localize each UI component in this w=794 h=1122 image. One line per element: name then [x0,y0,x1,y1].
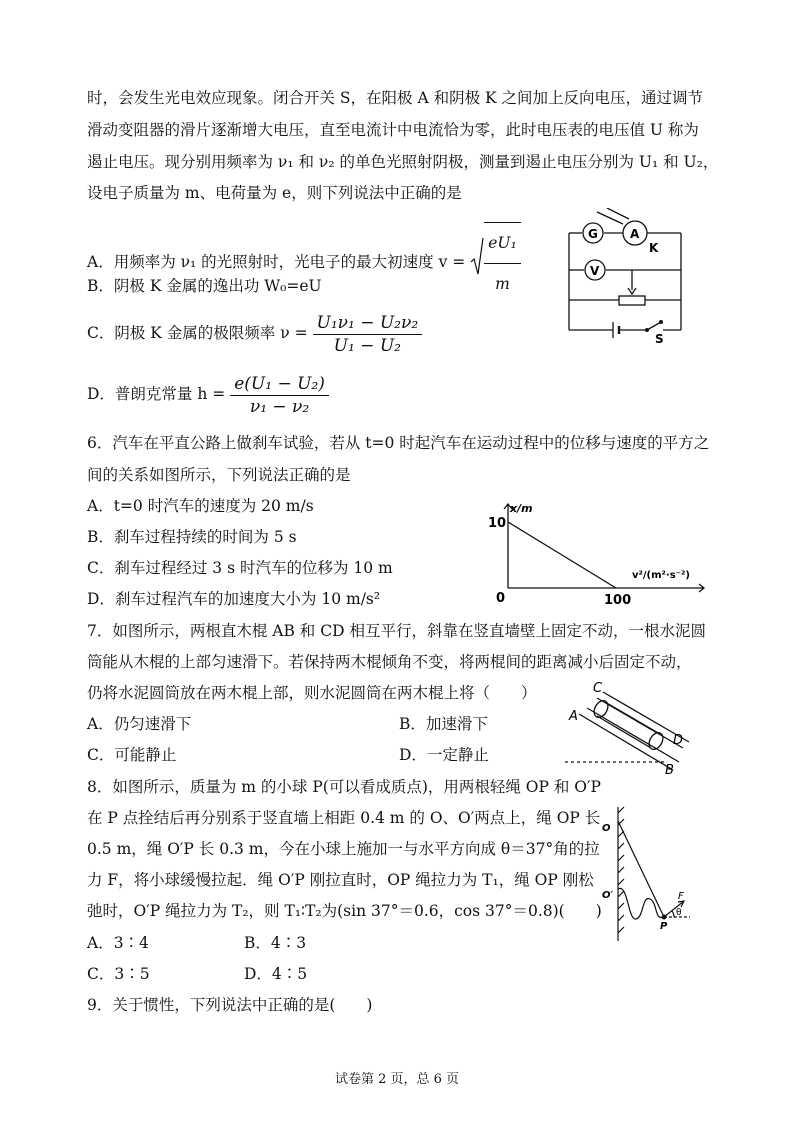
origin-tick-label: 0 [496,591,506,606]
q8-stem-line-2: 在 P 点拴结后再分别系于竖直墙上相距 0.4 m 的 O、O′两点上，绳 OP 长 [87,809,601,827]
page-footer: 试卷第 2 页，总 6 页 [334,1072,460,1087]
q7-option-a: A．仍匀速滑下 [87,715,192,733]
q5-option-d [87,372,329,418]
x-tick-label: 100 [604,593,632,608]
y-tick-label: 10 [488,516,507,531]
switch-label: S [655,332,664,343]
q6-option-c: C．刹车过程经过 3 s 时汽车的位移为 10 m [87,559,393,577]
y-axis-label: x/m [510,502,533,515]
q5-option-c [87,311,422,357]
q5-option-a-numerator: eU₁ [484,223,520,264]
series-line [508,522,616,588]
x-axis-label: v²/(m²·s⁻²) [632,570,690,581]
q5-option-d-numerator: e(U₁ − U₂) [230,373,329,396]
q5-option-c-fraction [313,312,423,357]
q8-option-a: A．3∶4 [87,934,149,952]
q6-option-b: B．刹车过程持续的时间为 5 s [87,528,297,546]
q5-intro-line-3: 遏止电压。现分别用频率为 ν₁ 和 ν₂ 的单色光照射阴极，测量到遏止电压分别为 U₁ 和 U₂， [87,153,719,171]
q5-option-d-denominator: ν₁ − ν₂ [249,396,310,417]
q7-option-c: C．可能静止 [87,746,177,764]
q5-option-b: B．阴极 K 金属的逸出功 W₀=eU [87,277,322,295]
q8-stem-line-3: 0.5 m，绳 O′P 长 0.3 m，今在小球上施加一与水平方向成 θ＝37°角的拉 [87,840,600,858]
voltmeter-label: V [590,264,600,278]
q5-option-c-denominator: U₁ − U₂ [333,335,401,356]
q5-option-a-text: A．用频率为 ν₁ 的光照射时，光电子的最大初速度 v = [87,253,466,271]
q6-displacement-velocity-chart [484,496,709,608]
q5-intro-line-4: 设电子质量为 m、电荷量为 e，则下列说法中正确的是 [87,184,462,202]
q7-stem-line-2: 筒能从木棍的上部匀速滑下。若保持两木棍倾角不变，将两棍间的距离减小后固定不动， [87,653,692,671]
label-theta: θ [676,908,682,918]
label-c: C [593,681,603,696]
q7-stem-line-1: 7．如图所示，两根直木棍 AB 和 CD 相互平行，斜靠在竖直墙壁上固定不动，一根水泥圆 [87,622,706,640]
q8-option-c: C．3∶5 [87,965,150,983]
q6-option-d: D．刹车过程汽车的加速度大小为 10 m/s² [87,590,381,608]
q5-option-c-numerator: U₁ν₁ − U₂ν₂ [313,312,423,335]
q5-intro-line-1: 时，会发生光电效应现象。闭合开关 S，在阳极 A 和阴极 K 之间加上反向电压，通过调节 [87,89,704,107]
q8-option-b: B．4∶3 [244,934,307,952]
q9-stem: 9．关于惯性，下列说法中正确的是( ) [87,996,373,1014]
label-o: O [602,823,611,834]
q5-option-a-fraction [484,222,520,304]
q7-stem-line-3: 仍将水泥圆筒放在两木棍上部，则水泥圆筒在两木棍上将（ ） [87,684,537,702]
label-f: F [678,891,684,902]
q8-option-d: D．4∶5 [244,965,308,983]
label-o-prime: O′ [602,890,614,901]
q5-option-c-text: C．阴极 K 金属的极限频率 ν = [87,324,308,342]
q6-stem-line-1: 6．汽车在平直公路上做刹车试验，若从 t=0 时起汽车在运动过程中的位移与速度的平方之 [87,434,710,452]
q8-ball-rope-wall-figure [598,803,698,948]
anode-label: A [630,227,640,241]
q7-option-d: D．一定静止 [399,746,489,764]
q6-option-a: A．t=0 时汽车的速度为 20 m/s [87,497,314,515]
photoelectric-circuit-diagram [555,208,690,343]
label-d: D [673,733,684,748]
galvanometer-label: G [588,227,598,241]
label-p: P [660,921,668,932]
q5-option-d-fraction [230,373,329,418]
q5-option-d-text: D．普朗克常量 h = [87,385,226,403]
q5-option-a-denominator: m [495,275,510,293]
q7-cylinder-on-rods-figure [565,680,695,776]
q7-option-b: B．加速滑下 [399,715,488,733]
q8-stem-line-5: 弛时，O′P 绳拉力为 T₂，则 T₁∶T₂为(sin 37°＝0.6，cos 37°＝0.8)( ) [87,902,602,920]
cathode-label: K [649,241,659,255]
q6-stem-line-2: 间的关系如图所示，下列说法正确的是 [87,466,351,484]
sqrt-symbol [470,236,484,291]
q8-stem-line-1: 8．如图所示，质量为 m 的小球 P(可以看成质点)，用两根轻绳 OP 和 O′P [87,778,601,796]
label-a: A [569,709,578,724]
label-b: B [665,763,674,776]
q8-stem-line-4: 力 F，将小球缓慢拉起．绳 O′P 刚拉直时，OP 绳拉力为 T₁，绳 OP 刚松 [87,871,594,889]
q5-intro-line-2: 滑动变阻器的滑片逐渐增大电压，直至电流计中电流恰为零，此时电压表的电压值 U 称为 [87,121,699,139]
